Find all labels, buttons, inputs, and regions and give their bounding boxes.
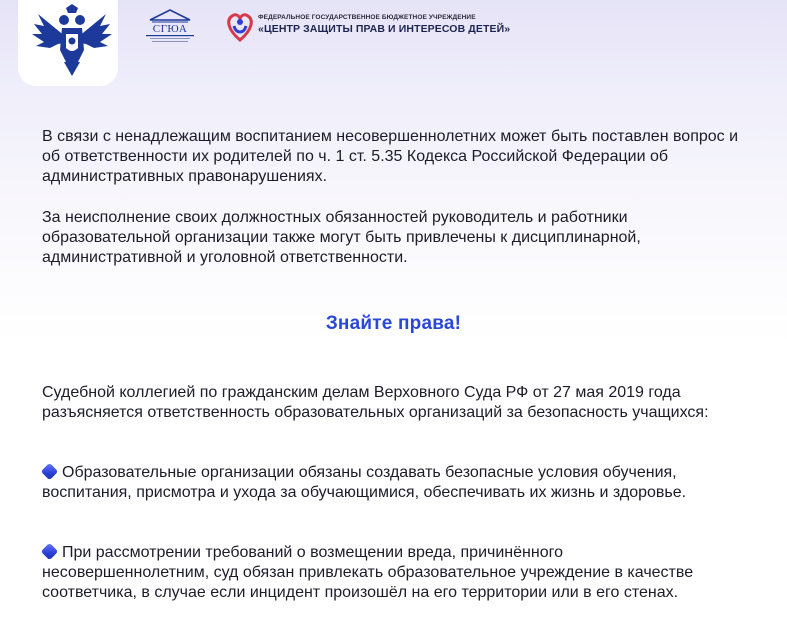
bullet-diamond-icon (41, 463, 58, 480)
organization-title (258, 14, 558, 35)
organization-name: «ЦЕНТР ЗАЩИТЫ ПРАВ И ИНТЕРЕСОВ ДЕТЕЙ» (258, 23, 511, 35)
organization-type: ФЕДЕРАЛЬНОЕ ГОСУДАРСТВЕННОЕ БЮДЖЕТНОЕ УЧРЕЖДЕНИЕ (258, 14, 476, 21)
sgua-logo-text: СГЮА (152, 23, 188, 35)
paragraph-staff-responsibility: За неисполнение своих должностных обязанностей руководитель и работники образовательной организации также могут быть привлечены к дисциплинарной, административной и уголовной ответственности. (42, 209, 641, 266)
bullet-diamond-icon (41, 543, 58, 560)
list-item-text: Образовательные организации обязаны создавать безопасные условия обучения, воспитания, присмотра и ухода за обучающимися, обеспечивать их жизнь и здоровье. (42, 464, 687, 501)
section-heading: Знайте права! (325, 313, 462, 334)
paragraph-supreme-court: Судебной коллегией по гражданским делам Верховного Суда РФ от 27 мая 2019 года разъясняется ответственность образовательных организаций за безопасность учащихся: (42, 384, 709, 421)
list-item-text: При рассмотрении требований о возмещении вреда, причинённого несовершеннолетним, суд обязан привлекать образовательное учреждение в качестве соответчика, в случае если инцидент произошёл на его территории или в его стенах. (42, 544, 694, 601)
coat-of-arms-icon (28, 4, 116, 76)
paragraph-parents-responsibility: В связи с ненадлежащим воспитанием несовершеннолетних может быть поставлен вопрос и об ответственности их родителей по ч. 1 ст. 5.35 Кодекса Российской Федерации об административных правонарушениях. (42, 128, 739, 185)
list-item (42, 463, 732, 503)
child-protection-logo-icon (224, 10, 256, 44)
sgua-logo (142, 6, 198, 46)
list-item (42, 543, 732, 603)
